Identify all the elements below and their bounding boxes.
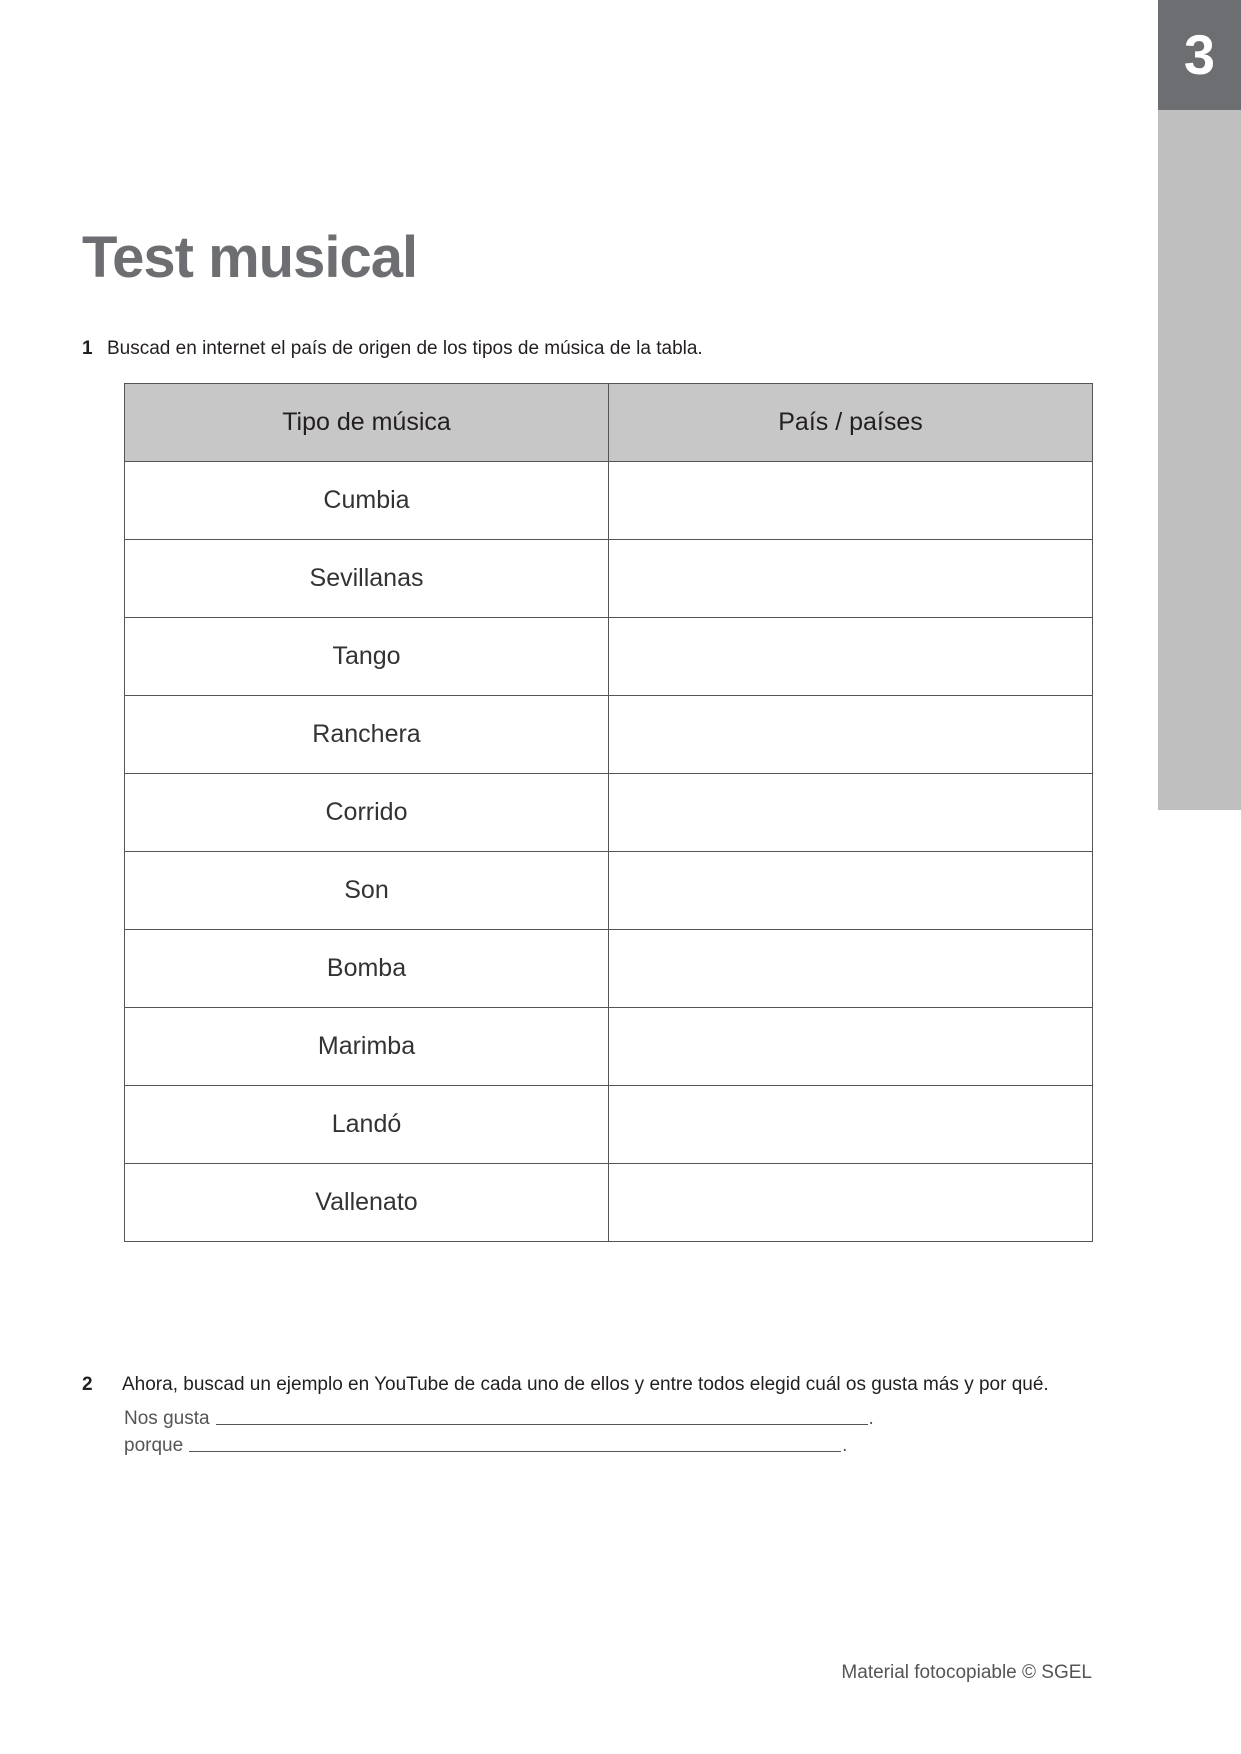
table-row	[125, 930, 1093, 1008]
country-answer-cell[interactable]	[609, 696, 1093, 774]
table-row	[125, 1008, 1093, 1086]
music-type-cell: Bomba	[125, 930, 609, 1008]
music-type-cell: Ranchera	[125, 696, 609, 774]
unit-side-tab	[1158, 0, 1241, 810]
table-row	[125, 540, 1093, 618]
music-type-cell: Vallenato	[125, 1164, 609, 1242]
table-row	[125, 1164, 1093, 1242]
music-type-cell: Son	[125, 852, 609, 930]
table-row	[125, 1086, 1093, 1164]
country-answer-cell[interactable]	[609, 774, 1093, 852]
country-answer-cell[interactable]	[609, 1086, 1093, 1164]
copyright-footer: Material fotocopiable © SGEL	[841, 1662, 1092, 1683]
table-row	[125, 774, 1093, 852]
page-title: Test musical	[82, 225, 418, 290]
country-answer-cell[interactable]	[609, 1164, 1093, 1242]
music-type-cell: Tango	[125, 618, 609, 696]
answer-line-nos-gusta	[124, 1408, 874, 1430]
table-row	[125, 696, 1093, 774]
porque-blank[interactable]	[189, 1450, 841, 1452]
porque-label: porque	[124, 1435, 184, 1456]
music-type-cell: Sevillanas	[125, 540, 609, 618]
music-type-cell: Corrido	[125, 774, 609, 852]
country-answer-cell[interactable]	[609, 1008, 1093, 1086]
header-country: País / países	[609, 384, 1093, 462]
header-music-type: Tipo de música	[125, 384, 609, 462]
country-answer-cell[interactable]	[609, 618, 1093, 696]
unit-number: 3	[1158, 0, 1241, 110]
table-header-row	[125, 384, 1093, 462]
music-table	[124, 383, 1093, 1242]
exercise-2-number: 2	[82, 1374, 93, 1395]
country-answer-cell[interactable]	[609, 930, 1093, 1008]
porque-period: .	[842, 1435, 848, 1456]
country-answer-cell[interactable]	[609, 852, 1093, 930]
exercise-2-text: Ahora, buscad un ejemplo en YouTube de cada uno de ellos y entre todos elegid cuál os gusta más y por qué.	[122, 1374, 1049, 1395]
exercise-1-instruction	[82, 338, 703, 360]
music-type-cell: Marimba	[125, 1008, 609, 1086]
exercise-1-number: 1	[82, 338, 93, 359]
nos-gusta-label: Nos gusta	[124, 1408, 210, 1429]
answer-line-porque	[124, 1435, 847, 1457]
country-answer-cell[interactable]	[609, 462, 1093, 540]
exercise-2-instruction	[82, 1374, 1049, 1396]
table-row	[125, 462, 1093, 540]
nos-gusta-blank[interactable]	[216, 1423, 868, 1425]
table-row	[125, 852, 1093, 930]
exercise-1-text: Buscad en internet el país de origen de los tipos de música de la tabla.	[107, 338, 703, 359]
music-type-cell: Cumbia	[125, 462, 609, 540]
table-row	[125, 618, 1093, 696]
country-answer-cell[interactable]	[609, 540, 1093, 618]
nos-gusta-period: .	[868, 1408, 874, 1429]
music-type-cell: Landó	[125, 1086, 609, 1164]
